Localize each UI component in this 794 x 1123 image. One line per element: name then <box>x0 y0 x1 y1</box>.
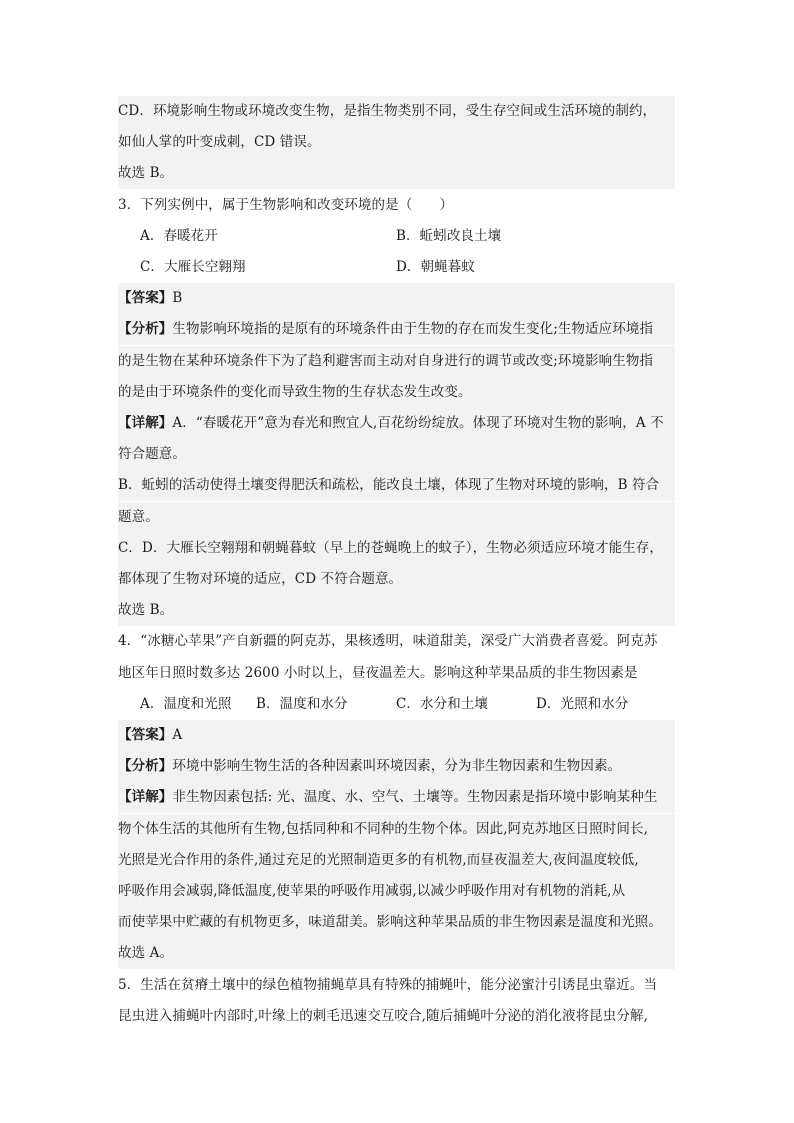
section-tag: 【详解】 <box>118 415 173 431</box>
text-line <box>118 720 675 751</box>
options-row <box>118 221 675 252</box>
answer-option: D．朝蝇暮蚊 <box>396 259 475 275</box>
text-line <box>118 470 675 501</box>
line-text: B．蚯蚓的活动使得土壤变得肥沃和疏松，能改良土壤，体现了生物对环境的影响，B 符合 <box>118 477 660 494</box>
line-text: 光照是光合作用的条件,通过充足的光照制造更多的有机物,而昼夜温差大,夜间温度较低, <box>118 851 639 868</box>
line-text: 故选 B。 <box>118 165 174 182</box>
text-line <box>118 970 675 1001</box>
text-line <box>118 346 675 377</box>
line-text: CD．环境影响生物或环境改变生物，是指生物类别不同，受生存空间或生活环境的制约， <box>118 103 657 119</box>
text-line <box>118 502 675 533</box>
section-tag: 【答案】 <box>118 727 173 743</box>
line-text: 非生物因素包括: 光、温度、水、空气、土壤等。生物因素是指环境中影响某种生 <box>172 789 658 806</box>
line-text: 如仙人掌的叶变成刺，CD 错误。 <box>118 134 321 151</box>
line-text: 题意。 <box>118 508 159 525</box>
line-text: 昆虫进入捕蝇叶内部时,叶缘上的刺毛迅速交互咬合,随后捕蝇叶分泌的消化液将昆虫分解, <box>118 1007 648 1024</box>
text-line <box>118 533 675 564</box>
line-text: 地区年日照时数多达 2600 小时以上，昼夜温差大。影响这种苹果品质的非生物因素是 <box>118 664 638 681</box>
line-text: 3．下列实例中，属于生物影响和改变环境的是（ ） <box>118 196 454 213</box>
line-text: 5．生活在贫瘠土壤中的绿色植物捕蝇草具有特殊的捕蝇叶，能分泌蜜汁引诱昆虫靠近。当 <box>118 976 658 993</box>
text-line <box>118 626 675 657</box>
options-row <box>118 252 675 283</box>
text-line <box>118 876 675 907</box>
answer-option: C．水分和土壤 <box>396 695 489 712</box>
text-line <box>118 283 675 314</box>
text-line <box>118 439 675 470</box>
text-line <box>118 158 675 189</box>
line-text: A．“春暖花开”意为春光和煦宜人,百花纷纷绽放。体现了环境对生物的影响，A 不 <box>172 415 664 431</box>
text-line <box>118 314 675 345</box>
line-text: 的是生物在某种环境条件下为了趋利避害而主动对自身进行的调节或改变;环境影响生物指 <box>118 352 654 369</box>
line-text: C．D．大雁长空翱翔和朝蝇暮蚊（早上的苍蝇晚上的蚊子），生物必须适应环境才能生存， <box>118 539 664 556</box>
section-tag: 【答案】 <box>118 290 173 307</box>
line-text: 符合题意。 <box>118 446 186 463</box>
line-text: 物个体生活的其他所有生物,包括同种和不同种的生物个体。因此,阿克苏地区日照时间长, <box>118 820 648 837</box>
answer-option: B．蚯蚓改良土壤 <box>396 227 502 244</box>
text-line <box>118 845 675 876</box>
text-line <box>118 127 675 158</box>
line-text: A <box>172 727 183 743</box>
line-text: 都体现了生物对环境的适应，CD 不符合题意。 <box>118 571 403 587</box>
text-line <box>118 814 675 845</box>
line-text: 生物影响环境指的是原有的环境条件由于生物的存在而发生变化;生物适应环境指 <box>172 321 654 338</box>
text-line <box>118 751 675 782</box>
text-line <box>118 658 675 689</box>
text-line <box>118 907 675 938</box>
text-line <box>118 408 675 439</box>
line-text: 故选 A。 <box>118 945 174 962</box>
text-line <box>118 1001 675 1032</box>
line-text: 4．“冰糖心苹果”产自新疆的阿克苏，果核透明，味道甜美，深受广大消费者喜爱。阿克苏 <box>118 633 658 650</box>
text-line <box>118 190 675 221</box>
answer-option: B．温度和水分 <box>256 695 348 712</box>
text-line <box>118 377 675 408</box>
section-tag: 【分析】 <box>118 321 173 338</box>
text-line <box>118 782 675 813</box>
text-line <box>118 564 675 595</box>
line-text: B <box>172 290 183 307</box>
text-line <box>118 96 675 127</box>
answer-option: A．春暖花开 <box>140 227 218 244</box>
line-text: 而使苹果中贮藏的有机物更多，味道甜美。影响这种苹果品质的非生物因素是温度和光照。 <box>118 914 662 931</box>
options-row <box>118 689 675 720</box>
section-tag: 【详解】 <box>118 789 173 806</box>
answer-option: A．温度和光照 <box>140 695 232 712</box>
line-text: 故选 B。 <box>118 602 174 619</box>
text-line <box>118 938 675 969</box>
section-tag: 【分析】 <box>118 758 173 775</box>
line-text: 呼吸作用会减弱,降低温度,使苹果的呼吸作用减弱,以减少呼吸作用对有机物的消耗,从 <box>118 883 626 899</box>
line-text: 环境中影响生物生活的各种因素叫环境因素，分为非生物因素和生物因素。 <box>172 758 622 775</box>
line-text: 的是由于环境条件的变化而导致生物的生存状态发生改变。 <box>118 383 472 400</box>
answer-option: C．大雁长空翱翔 <box>140 259 246 275</box>
answer-option: D．光照和水分 <box>536 695 629 712</box>
text-line <box>118 595 675 626</box>
